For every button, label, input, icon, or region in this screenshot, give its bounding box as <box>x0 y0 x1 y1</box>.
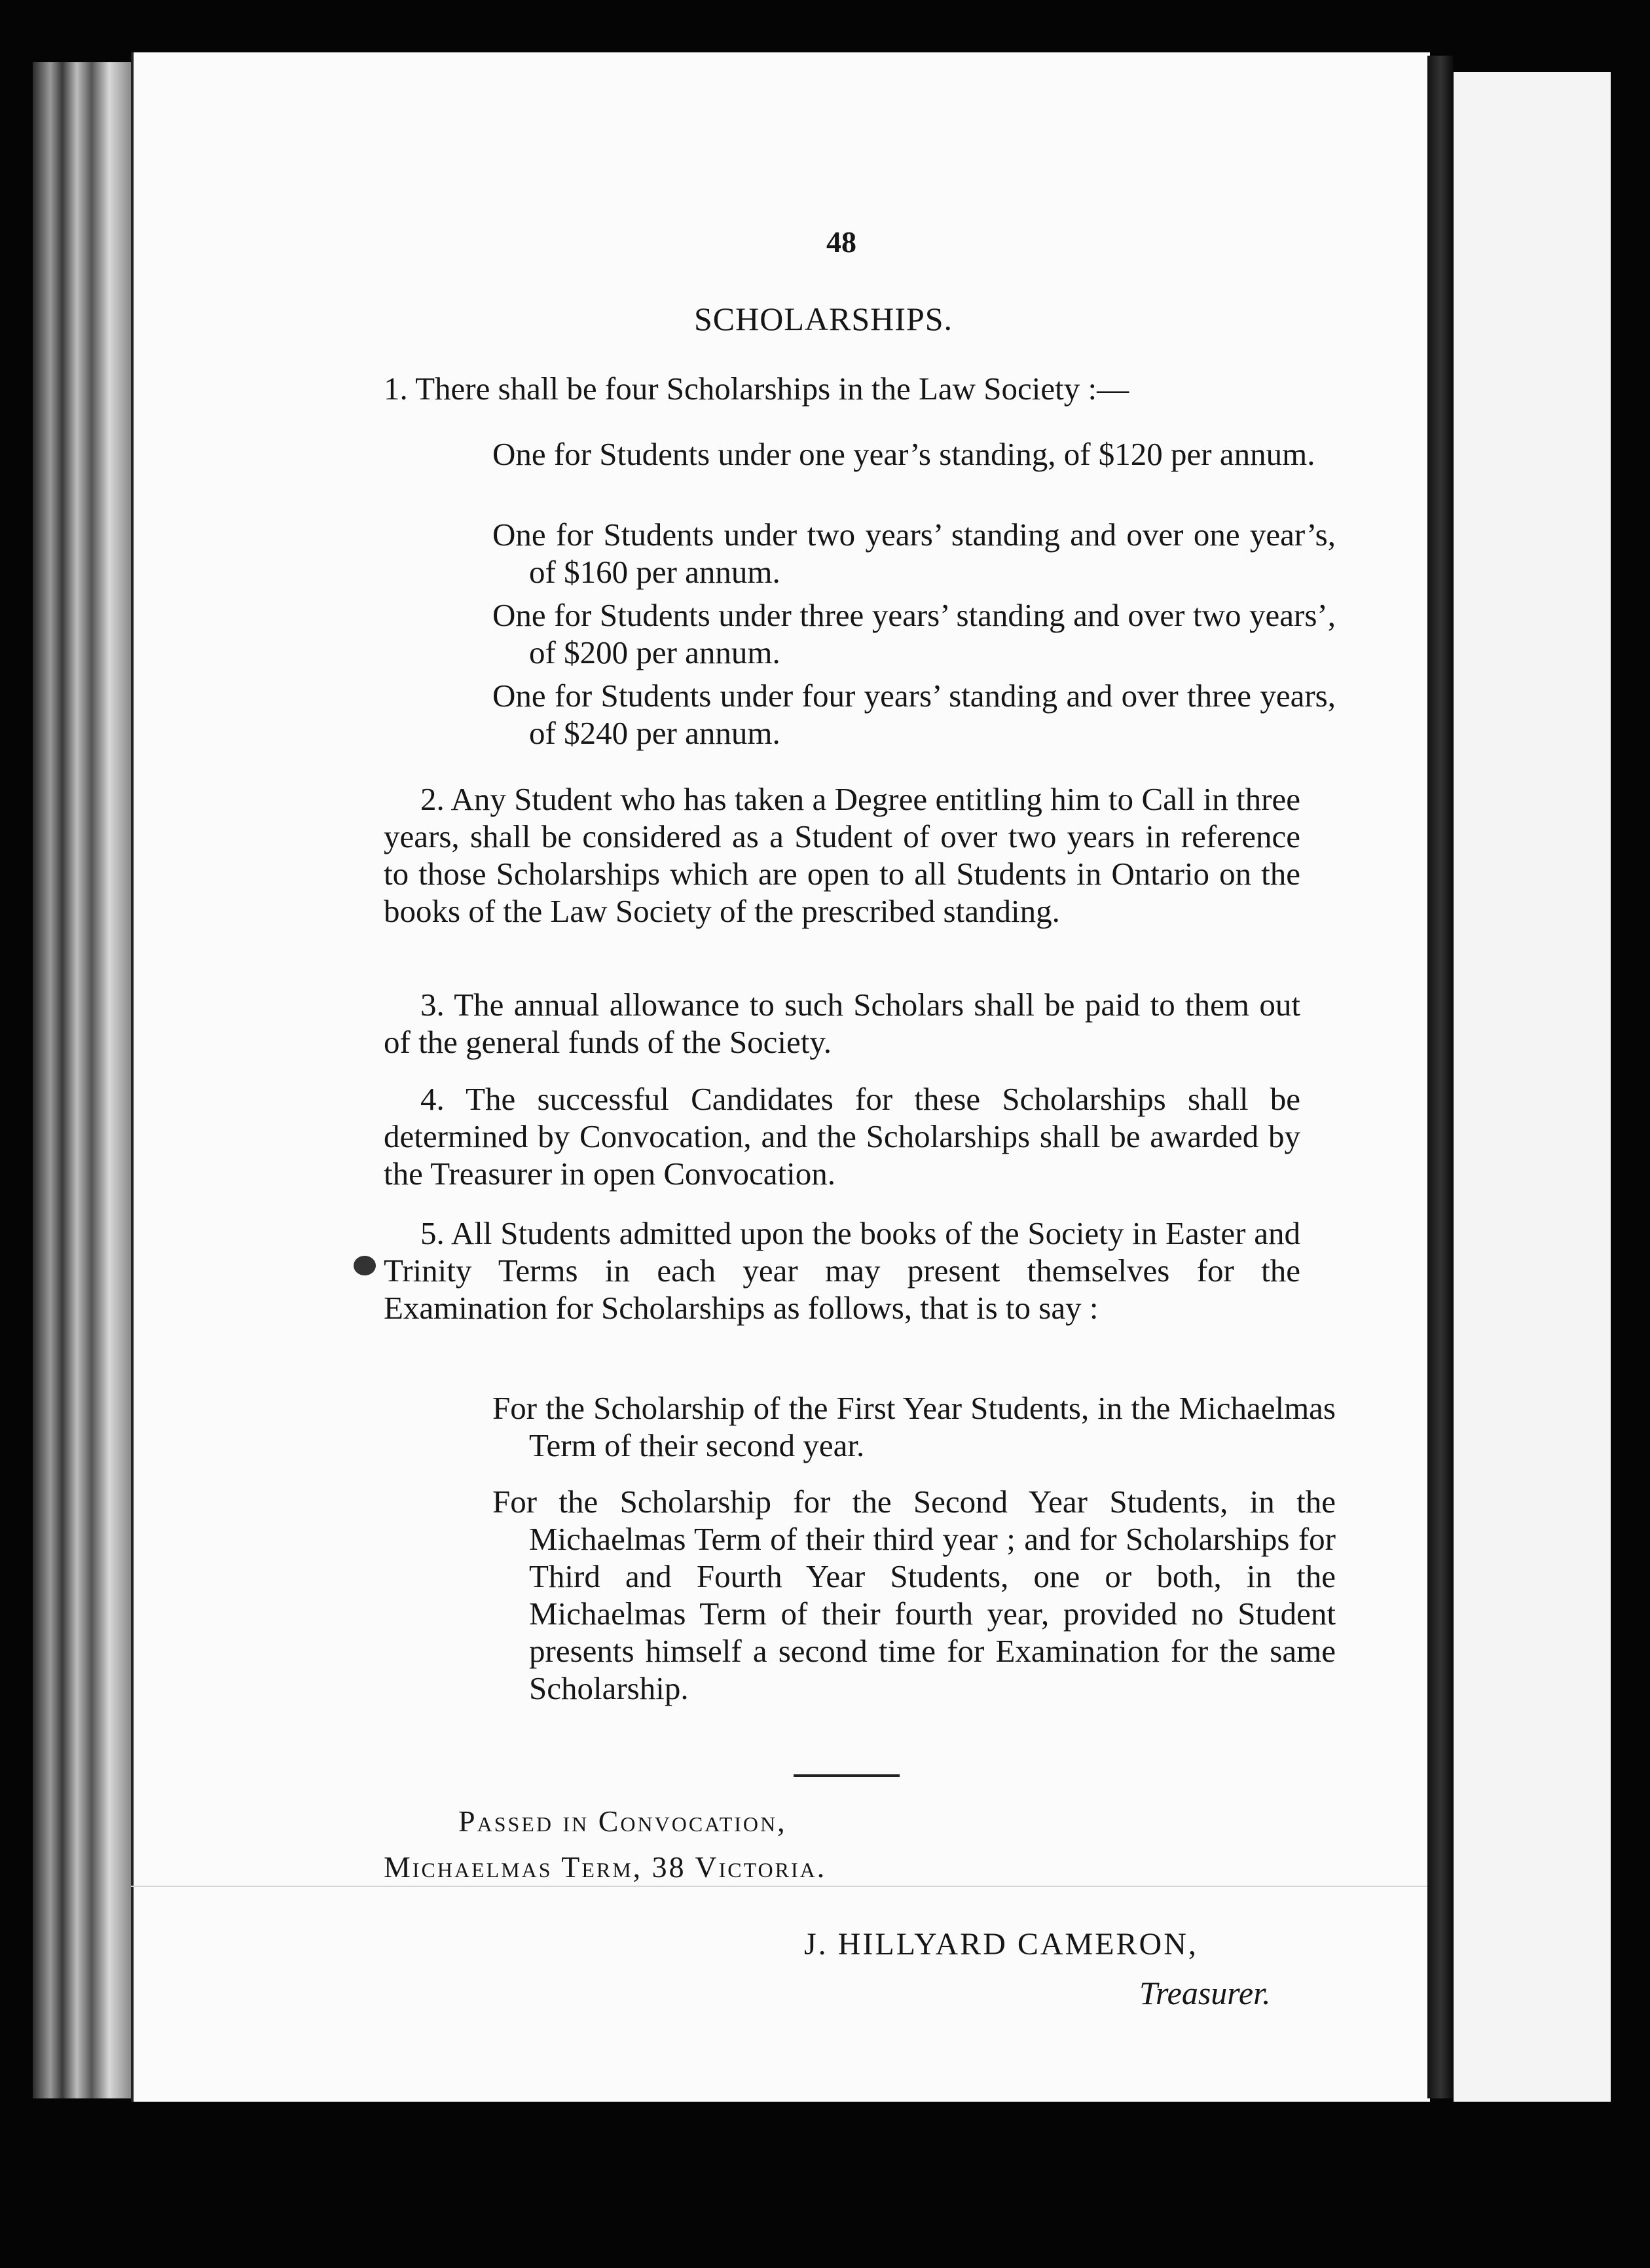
signatory-title: Treasurer. <box>1139 1975 1271 2011</box>
page-gutter <box>1427 56 1454 2098</box>
paragraph-5-intro: 5. All Students admitted upon the books of the Society in Easter and Trinity Terms in each year may present themselves for the Examination for Scholarships as follows, that is to say : <box>384 1215 1300 1326</box>
section-heading: SCHOLARSHIPS. <box>694 301 953 337</box>
scholarship-item-4: One for Students under four years’ standing and over three years, of $240 per annum. <box>492 678 1336 751</box>
term-line: Michaelmas Term, 38 Victoria. <box>384 1850 827 1884</box>
ink-smudge <box>354 1256 376 1275</box>
scan-line <box>131 1886 1427 1887</box>
scholarship-item-1: One for Students under one year’s standing, of $120 per annum. <box>492 436 1315 472</box>
adjacent-page <box>1454 72 1611 2102</box>
page-number: 48 <box>826 225 856 259</box>
divider-rule <box>794 1774 900 1777</box>
paragraph-2: 2. Any Student who has taken a Degree entitling him to Call in three years, shall be considered as a Student of over two years in reference to those Scholarships which are open to all Students in Ontario on the books of the Law Society of the prescribed standing. <box>384 781 1300 929</box>
scholarship-item-2: One for Students under two years’ standing and over one year’s, of $160 per annum. <box>492 517 1336 590</box>
document-page <box>131 52 1430 2102</box>
exam-item-2: For the Scholarship for the Second Year Students, in the Michaelmas Term of their third year ; and for Scholarships for Third and Fourth Year Students, one or both, in the Michaelmas Term of their fourth year, provided no Student presents himself a second time for Examination for the same Scholarship. <box>492 1484 1336 1706</box>
scholarship-item-3: One for Students under three years’ standing and over two years’, of $200 per annum. <box>492 597 1336 670</box>
paragraph-1-intro: 1. There shall be four Scholarships in the Law Society :— <box>384 371 1129 407</box>
book-spine <box>33 62 131 2098</box>
paragraph-4: 4. The successful Candidates for these Scholarships shall be determined by Convocation, and the Scholarships shall be awarded by the Treasurer in open Convocation. <box>384 1081 1300 1192</box>
paragraph-3: 3. The annual allowance to such Scholars shall be paid to them out of the general funds of the Society. <box>384 987 1300 1060</box>
exam-item-1: For the Scholarship of the First Year Students, in the Michaelmas Term of their second year. <box>492 1390 1336 1463</box>
passed-line: Passed in Convocation, <box>458 1804 787 1838</box>
signatory-name: J. HILLYARD CAMERON, <box>804 1927 1198 1962</box>
